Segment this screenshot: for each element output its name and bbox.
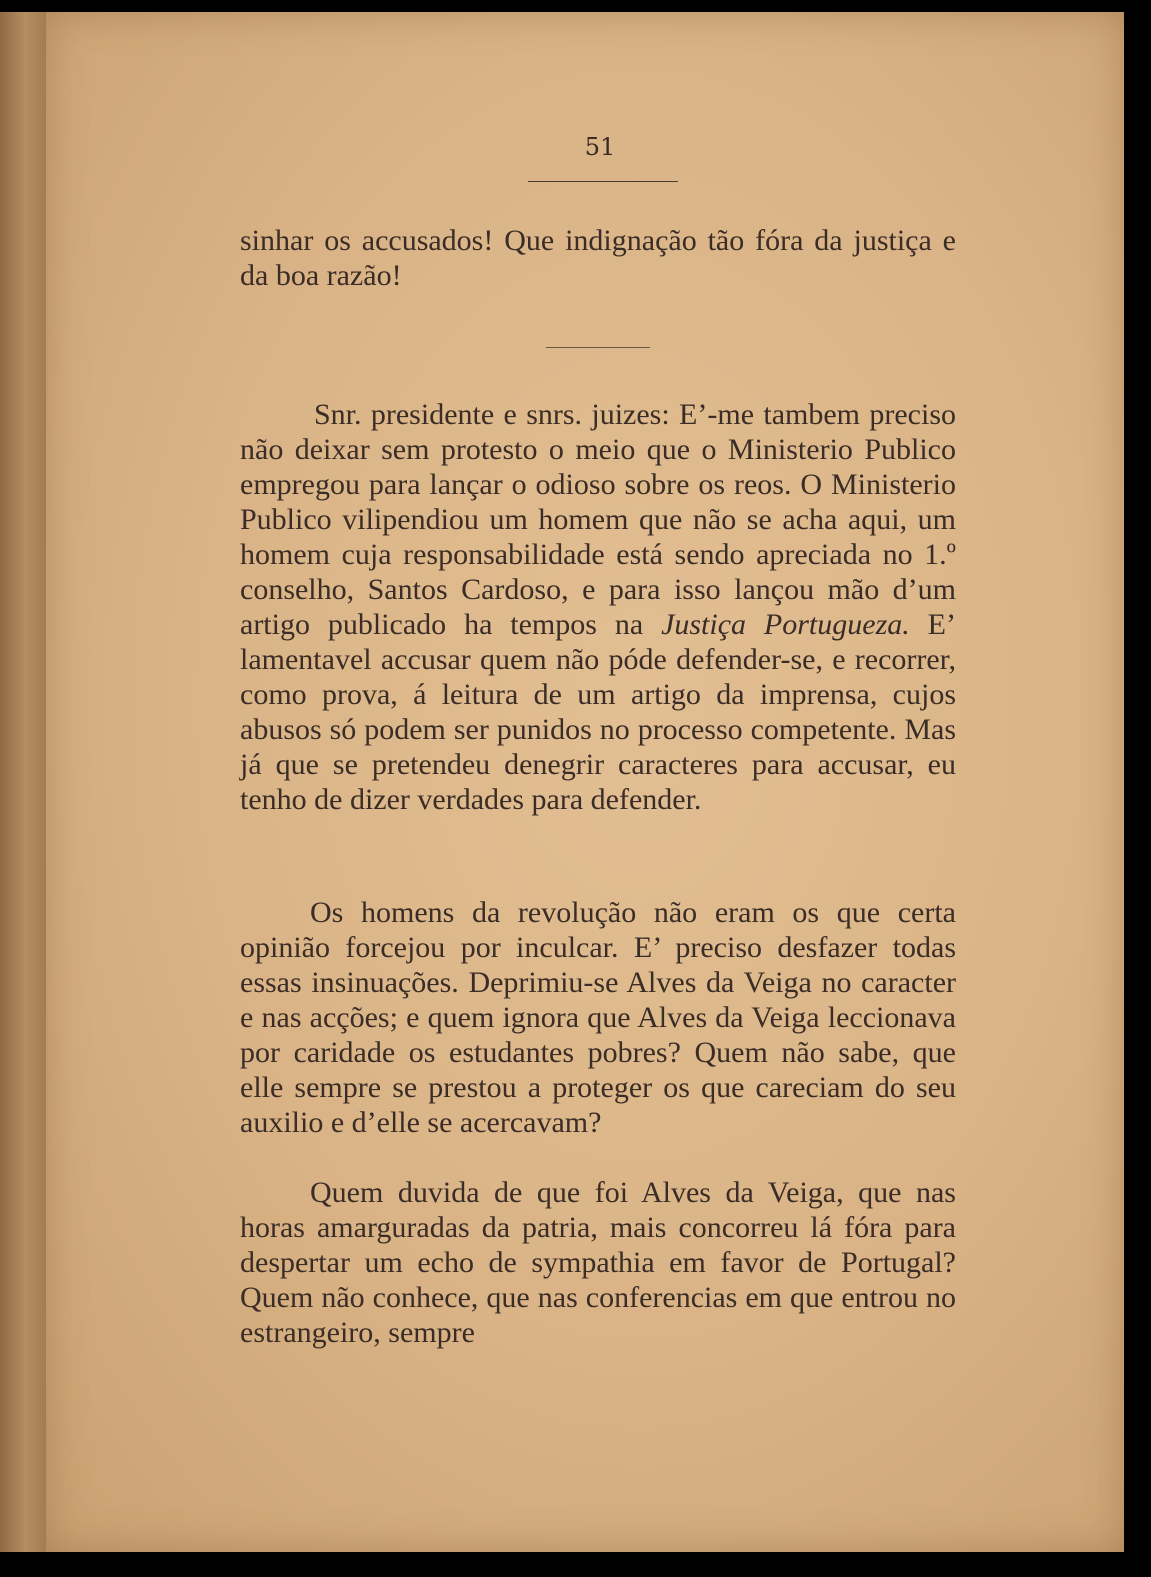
paragraph-snr-presidente (240, 397, 956, 817)
header-rule (528, 181, 678, 182)
previous-page-edge (0, 12, 49, 1552)
section-divider (546, 347, 650, 348)
paragraph-text: Snr. presidente e snrs. juizes: E’-me tambem preciso não deixar sem protesto o meio que o Ministerio Publico empregou para lançar o odioso sobre os reos. O Ministerio Publico vilipendiou um homem que não se acha aqui, um homem cuja responsabilidade está sendo apreciada no 1.º conselho, Santos Cardoso, e para isso lançou mão d’um artigo publicado ha tempos na (240, 398, 956, 641)
page-number: 51 (584, 133, 616, 161)
paragraph-continuation: sinhar os accusados! Que indignação tão fóra da justiça e da boa razão! (240, 224, 956, 292)
paragraph-os-homens: Os homens da revolução não eram os que certa opinião forcejou por inculcar. E’ preciso desfazer todas essas insinuações. Deprimiu-se Alves da Veiga no caracter e nas acções; e quem ignora que Alves da Veiga leccionava por caridade os estudantes pobres? Quem não sabe, que elle sempre se prestou a proteger os que careciam do seu auxilio e d’elle se acercavam? (240, 896, 956, 1139)
newspaper-title: Justiça Portugueza. (661, 608, 910, 641)
paragraph-text: E’ lamentavel accusar quem não póde defender-se, e recorrer, como prova, á leitura de um artigo da imprensa, cujos abusos só podem ser punidos no processo competente. Mas já que se pretendeu denegrir caracteres para accusar, eu tenho de dizer verdades para defender. (240, 608, 956, 816)
paragraph-quem-duvida: Quem duvida de que foi Alves da Veiga, que nas horas amarguradas da patria, mais concorreu lá fóra para despertar um echo de sympathia em favor de Portugal? Quem não conhece, que nas conferencias em que entrou no estrangeiro, sempre (240, 1176, 956, 1349)
